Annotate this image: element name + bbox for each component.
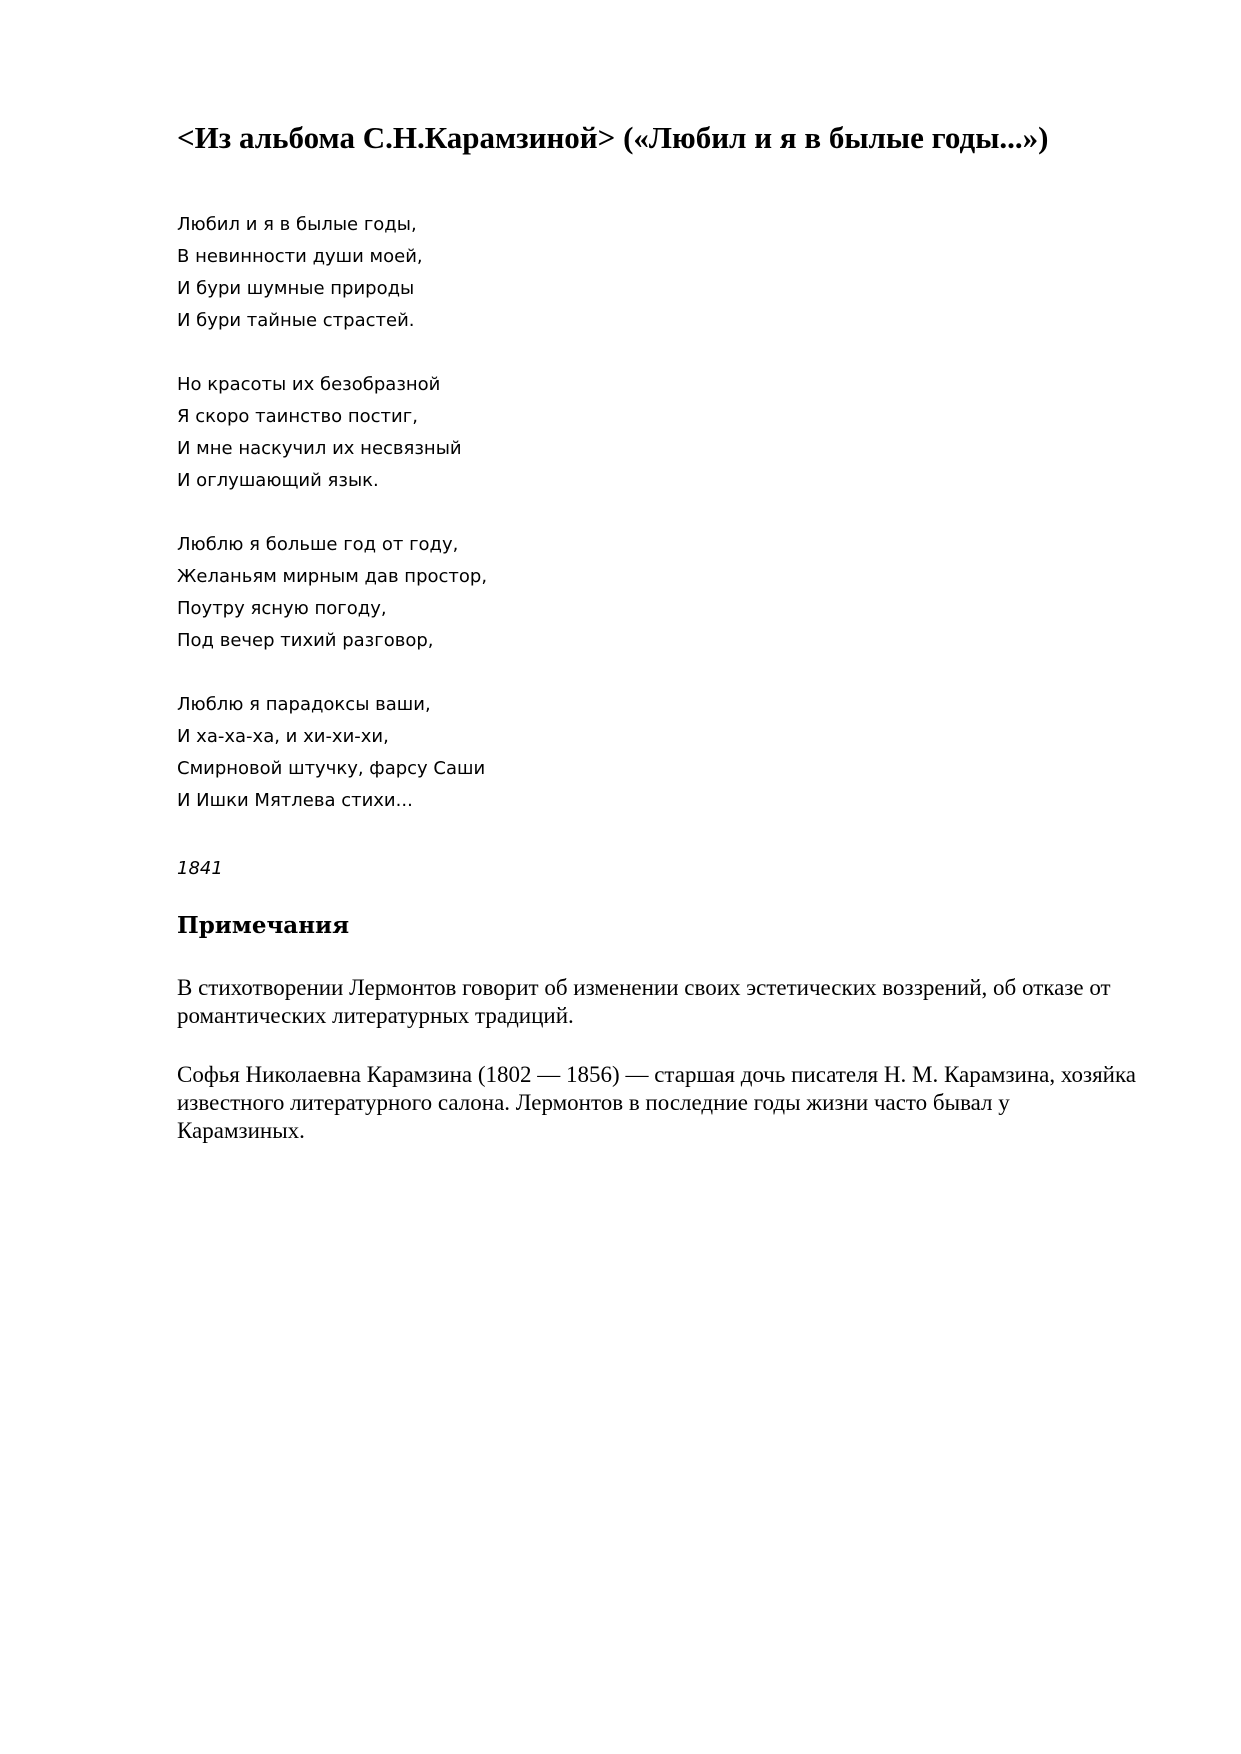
poem-year: 1841 [177, 858, 223, 879]
poem-line: И бури шумные природы [177, 278, 415, 299]
note-paragraph-1: В стихотворении Лермонтов говорит об изменении своих эстетических воззрений, об отказе от романтических литературных традиций. [177, 975, 1111, 1028]
poem-line: Желаньям мирным дав простор, [177, 566, 488, 587]
poem-stanza-3 [177, 529, 877, 657]
poem-line: Но красоты их безобразной [177, 374, 441, 395]
poem-line: Я скоро таинство постиг, [177, 406, 418, 427]
poem-line: И бури тайные страстей. [177, 310, 415, 331]
poem-line: И Ишки Мятлева стихи... [177, 790, 413, 811]
note-paragraph-2: Софья Николаевна Карамзина (1802 — 1856) — старшая дочь писателя Н. М. Карамзина, хозяйка известного литературного салона. Лермонтов в последние годы жизни часто бывал у Карамзиных. [177, 1062, 1137, 1143]
poem-line: Люблю я парадоксы ваши, [177, 694, 431, 715]
poem-stanza-2 [177, 369, 877, 497]
poem-line: И оглушающий язык. [177, 470, 379, 491]
document-title: <Из альбома С.Н.Карамзиной> («Любил и я в былые годы...») [177, 120, 1049, 155]
poem-line: Любил и я в былые годы, [177, 214, 417, 235]
poem-line: В невинности души моей, [177, 246, 423, 267]
poem-stanza-1 [177, 209, 877, 337]
poem-line: Поутру ясную погоду, [177, 598, 387, 619]
poem [177, 209, 877, 849]
poem-line: Люблю я больше год от году, [177, 534, 459, 555]
poem-stanza-4 [177, 689, 877, 817]
poem-line: Смирновой штучку, фарсу Саши [177, 758, 486, 779]
poem-line: Под вечер тихий разговор, [177, 630, 434, 651]
notes-heading: Примечания [177, 912, 350, 939]
poem-line: И ха-ха-ха, и хи-хи-хи, [177, 726, 389, 747]
poem-line: И мне наскучил их несвязный [177, 438, 462, 459]
